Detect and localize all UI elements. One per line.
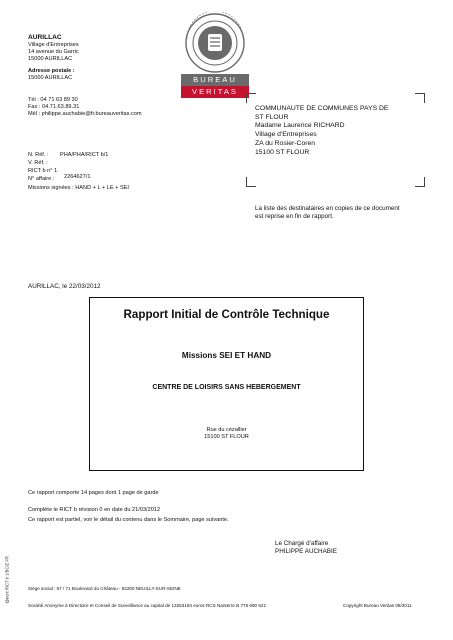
distribution-note [255, 205, 445, 221]
recipient-block [255, 105, 415, 157]
project-address-line: Rue du cézallier [206, 427, 247, 433]
distribution-note-line: La liste des destinataires en copies de ce document [255, 205, 400, 212]
window-corner-tr [415, 93, 425, 103]
office-tel: Tél : 04 71 63 89 30 [28, 97, 78, 103]
recipient-line: ZA du Rosier-Coren [255, 139, 316, 147]
office-fax: Fax : 04.71.63.89.31 [28, 104, 80, 110]
recipient-line: Village d'Entreprises [255, 131, 317, 139]
report-title: Rapport Initial de Contrôle Technique [123, 308, 330, 321]
n-ref-value: PHA/PHA/RICT b/1 [60, 152, 109, 158]
recipient-line: COMMUNAUTE DE COMMUNES PAYS DE [255, 105, 389, 112]
brand-bottom: VERITAS [192, 87, 238, 96]
affaire-value: 2264627/1 [64, 174, 91, 180]
brand-top: BUREAU [193, 75, 237, 84]
footer-copyright: Copyright Bureau Veritas 09/2011 [343, 603, 412, 608]
office-address-line: Village d'Entreprises [28, 42, 79, 48]
postal-label: Adresse postale : [28, 68, 75, 74]
date-line: AURILLAC, le 22/03/2012 [28, 283, 101, 290]
recipient-line: 15100 ST FLOUR [255, 148, 310, 156]
report-note: Complète le RICT b révision 0 en date du 21/03/2012 [28, 507, 161, 513]
recipient-line: ST FLOUR [255, 113, 289, 121]
project-address [90, 427, 363, 441]
recipient-line: Madame Laurence RICHARD [255, 122, 345, 130]
contact-block [28, 97, 208, 118]
window-corner-bl [246, 177, 256, 187]
side-reference: @ecrit RICT b 1/BCIZ FR [4, 556, 10, 604]
office-address-line: 14 avenue du Garric [28, 49, 79, 55]
n-ref-label: N. Réf. : [28, 152, 49, 158]
distribution-note-line: est reprise en fin de rapport. [255, 213, 334, 220]
signature-block [275, 540, 405, 556]
report-note: Ce rapport comporte 14 pages dont 1 page de garde [28, 490, 159, 496]
report-missions: Missions SEI ET HAND [181, 351, 272, 360]
signature-name: PHILIPPE AUCHABIE [275, 548, 337, 555]
report-frame [89, 297, 364, 471]
footer-line: Siège social : 67 / 71 Boulevard du Château - 92200 NEUILLY-SUR-SEINE [28, 586, 181, 591]
window-corner-tl [246, 93, 256, 103]
missions-signed: Missions signées : HAND + L + LE + SEI [28, 185, 129, 191]
postal-city: 15000 AURILLAC [28, 75, 73, 81]
v-ref-label: V. Réf. : [28, 160, 48, 166]
office-block [28, 34, 148, 82]
rict-label: RICT b n° 1 [28, 168, 58, 174]
bureau-veritas-logo [181, 12, 249, 100]
project-address-line: 15100 ST FLOUR [204, 434, 249, 440]
project-name: CENTRE DE LOISIRS SANS HEBERGEMENT [152, 384, 301, 391]
footer-line: Société Anonyme à Directoire et Conseil de Surveillance au capital de 13263184 euros RCS Nanterre B 775 690 621 [28, 603, 266, 608]
signature-role: Le Chargé d'affaire [275, 540, 329, 547]
office-city: AURILLAC [28, 34, 62, 41]
references-block [28, 152, 228, 193]
office-address-line: 15000 AURILLAC [28, 56, 73, 62]
window-corner-br [415, 177, 425, 187]
office-mail[interactable]: Mél : philippe.auchabie@fr.bureauveritas.com [28, 111, 142, 117]
report-note: Ce rapport est partiel, voir le détail du contenu dans le Sommaire, page suivante. [28, 517, 229, 523]
affaire-label: N° affaire : [28, 176, 55, 182]
